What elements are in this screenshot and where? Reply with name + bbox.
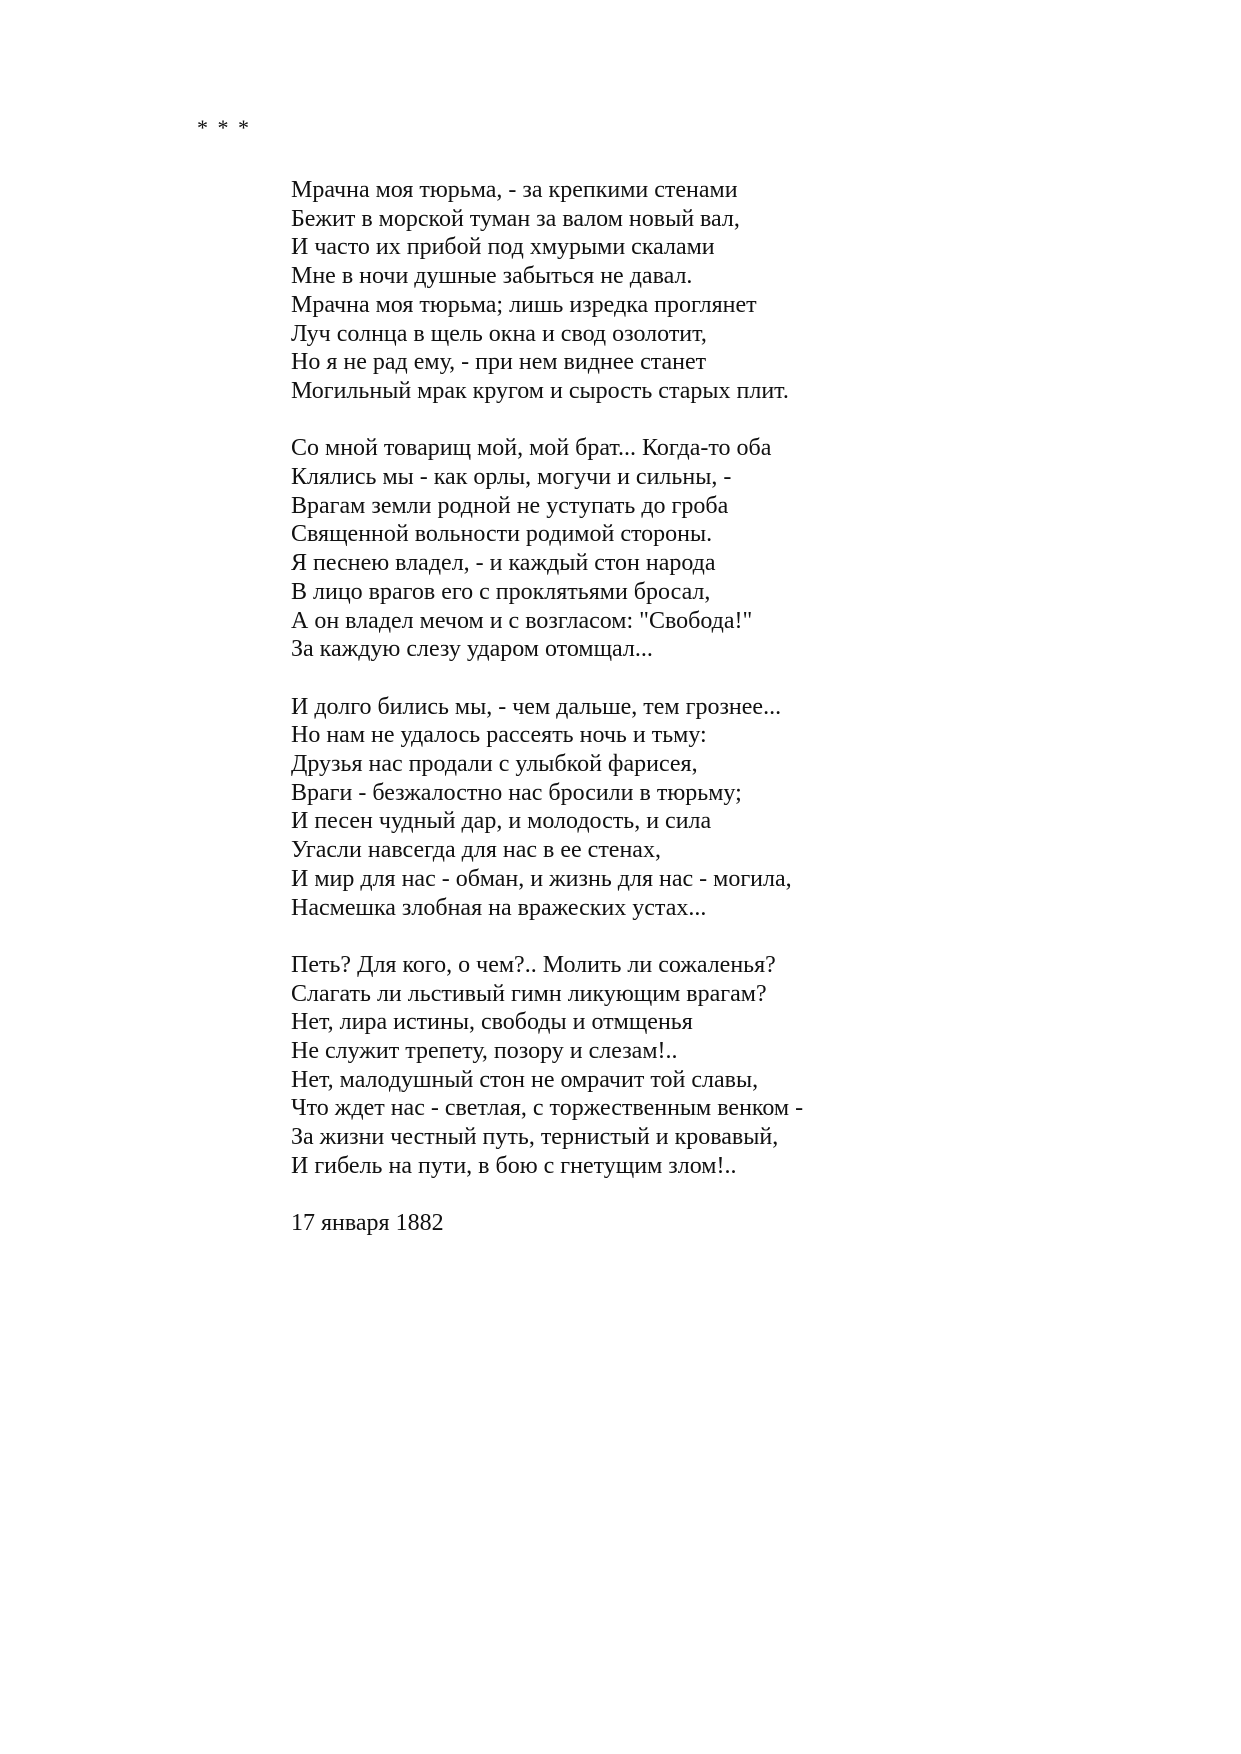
- poem-line: Я песнею владел, - и каждый стон народа: [291, 550, 716, 577]
- poem-line: И песен чудный дар, и молодость, и сила: [291, 808, 712, 835]
- poem-line: И долго бились мы, - чем дальше, тем грознее...: [291, 693, 782, 720]
- poem-line: За жизни честный путь, тернистый и кровавый,: [291, 1124, 779, 1151]
- poem-title: * * *: [197, 115, 251, 140]
- poem-line: Могильный мрак кругом и сырость старых плит.: [291, 377, 789, 404]
- poem-line: Луч солнца в щель окна и свод озолотит,: [291, 320, 707, 347]
- stanza-3: [291, 693, 1171, 923]
- poem-line: Бежит в морской туман за валом новый вал,: [291, 205, 740, 232]
- poem-line: Слагать ли льстивый гимн ликующим врагам?: [291, 980, 767, 1007]
- poem-line: Со мной товарищ мой, мой брат... Когда-то оба: [291, 435, 772, 462]
- poem-line: Но я не рад ему, - при нем виднее станет: [291, 349, 707, 376]
- stanza-2: [291, 434, 1171, 664]
- poem-line: А он владел мечом и с возгласом: "Свобода!": [291, 607, 753, 634]
- stanza-1: [291, 176, 1171, 406]
- poem-line: Священной вольности родимой стороны.: [291, 521, 713, 548]
- poem-date: 17 января 1882: [291, 1210, 444, 1237]
- poem-line: И мир для нас - обман, и жизнь для нас - могила,: [291, 865, 792, 892]
- poem-line: Друзья нас продали с улыбкой фарисея,: [291, 751, 698, 778]
- poem-line: Угасли навсегда для нас в ее стенах,: [291, 837, 661, 864]
- poem-line: Что ждет нас - светлая, с торжественным венком -: [291, 1095, 804, 1122]
- poem-line: Не служит трепету, позору и слезам!..: [291, 1038, 678, 1065]
- poem-line: Но нам не удалось рассеять ночь и тьму:: [291, 722, 707, 749]
- poem-line: Врагам земли родной не уступать до гроба: [291, 492, 729, 519]
- poem-line: Враги - безжалостно нас бросили в тюрьму;: [291, 779, 742, 806]
- poem-line: За каждую слезу ударом отомщал...: [291, 636, 653, 663]
- stanza-4: [291, 951, 1171, 1181]
- poem-line: Нет, малодушный стон не омрачит той славы,: [291, 1066, 759, 1093]
- poem-line: Мрачна моя тюрьма; лишь изредка проглянет: [291, 291, 757, 318]
- poem-body: [291, 176, 1171, 1238]
- poem-line: И часто их прибой под хмурыми скалами: [291, 234, 715, 261]
- poem-line: И гибель на пути, в бою с гнетущим злом!..: [291, 1152, 737, 1179]
- poem-line: Насмешка злобная на вражеских устах...: [291, 894, 707, 921]
- poem-line: Мне в ночи душные забыться не давал.: [291, 263, 693, 290]
- poem-line: Мрачна моя тюрьма, - за крепкими стенами: [291, 177, 738, 203]
- poem-line: Нет, лира истины, свободы и отмщенья: [291, 1009, 693, 1036]
- poem-line: В лицо врагов его с проклятьями бросал,: [291, 578, 711, 605]
- poem-line: Клялись мы - как орлы, могучи и сильны, -: [291, 464, 732, 491]
- poem-line: Петь? Для кого, о чем?.. Молить ли сожаленья?: [291, 951, 776, 978]
